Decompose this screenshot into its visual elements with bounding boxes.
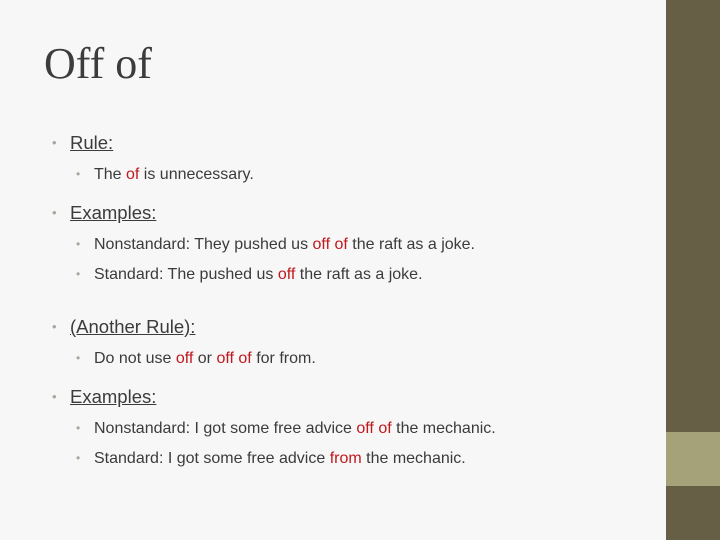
text-segment: for from. xyxy=(251,350,316,367)
text-segment: is unnecessary. xyxy=(139,166,254,183)
bullet-icon: • xyxy=(76,267,81,281)
text-segment: Standard: The pushed us xyxy=(94,266,278,283)
bullet-text xyxy=(70,316,195,337)
text-segment: The xyxy=(94,166,127,183)
side-decoration-accent xyxy=(666,432,720,486)
bullet-text xyxy=(94,236,475,253)
highlighted-phrase: off xyxy=(175,350,194,367)
bullet-heading xyxy=(52,200,652,226)
bullet-subitem xyxy=(52,447,652,470)
bullet-text xyxy=(70,132,113,153)
bullet-icon: • xyxy=(76,237,81,251)
highlighted-phrase: off of xyxy=(216,350,252,367)
bullet-subitem xyxy=(52,163,652,186)
text-segment: the raft as a joke. xyxy=(347,236,475,253)
text-segment: Nonstandard: They pushed us xyxy=(94,236,313,253)
text-segment: or xyxy=(193,350,217,367)
bullet-icon: • xyxy=(76,167,81,181)
highlighted-phrase: of xyxy=(126,166,140,183)
slide-title: Off of xyxy=(44,39,152,88)
highlighted-phrase: from xyxy=(329,450,362,467)
text-segment: the raft as a joke. xyxy=(295,266,423,283)
text-segment: the mechanic. xyxy=(391,420,496,437)
bullet-text xyxy=(94,166,254,183)
text-segment: (Another Rule): xyxy=(70,316,196,337)
bullet-heading xyxy=(52,314,652,340)
bullet-icon: • xyxy=(52,135,57,150)
text-segment: Nonstandard: I got some free advice xyxy=(94,420,357,437)
bullet-text xyxy=(94,420,496,437)
text-segment: Examples: xyxy=(70,202,157,223)
bullet-subitem xyxy=(52,233,652,256)
bullet-subitem xyxy=(52,347,652,370)
bullet-heading xyxy=(52,384,652,410)
bullet-text xyxy=(70,386,156,407)
bullet-text xyxy=(94,350,316,367)
text-segment: Examples: xyxy=(70,386,157,407)
bullet-icon: • xyxy=(52,389,57,404)
bullet-text xyxy=(94,266,423,283)
bullet-icon: • xyxy=(76,351,81,365)
bullet-icon: • xyxy=(52,205,57,220)
bullet-text xyxy=(70,202,156,223)
bullet-icon: • xyxy=(76,421,81,435)
bullet-list xyxy=(52,130,652,470)
bullet-text xyxy=(94,450,466,467)
highlighted-phrase: off of xyxy=(312,236,348,253)
highlighted-phrase: off of xyxy=(356,420,392,437)
bullet-icon: • xyxy=(76,451,81,465)
bullet-subitem xyxy=(52,417,652,440)
text-segment: Do not use xyxy=(94,350,176,367)
text-segment: Standard: I got some free advice xyxy=(94,450,330,467)
text-segment: the mechanic. xyxy=(361,450,466,467)
bullet-heading xyxy=(52,130,652,156)
text-segment: Rule: xyxy=(70,132,114,153)
highlighted-phrase: off xyxy=(277,266,296,283)
bullet-subitem xyxy=(52,263,652,286)
bullet-icon: • xyxy=(52,319,57,334)
